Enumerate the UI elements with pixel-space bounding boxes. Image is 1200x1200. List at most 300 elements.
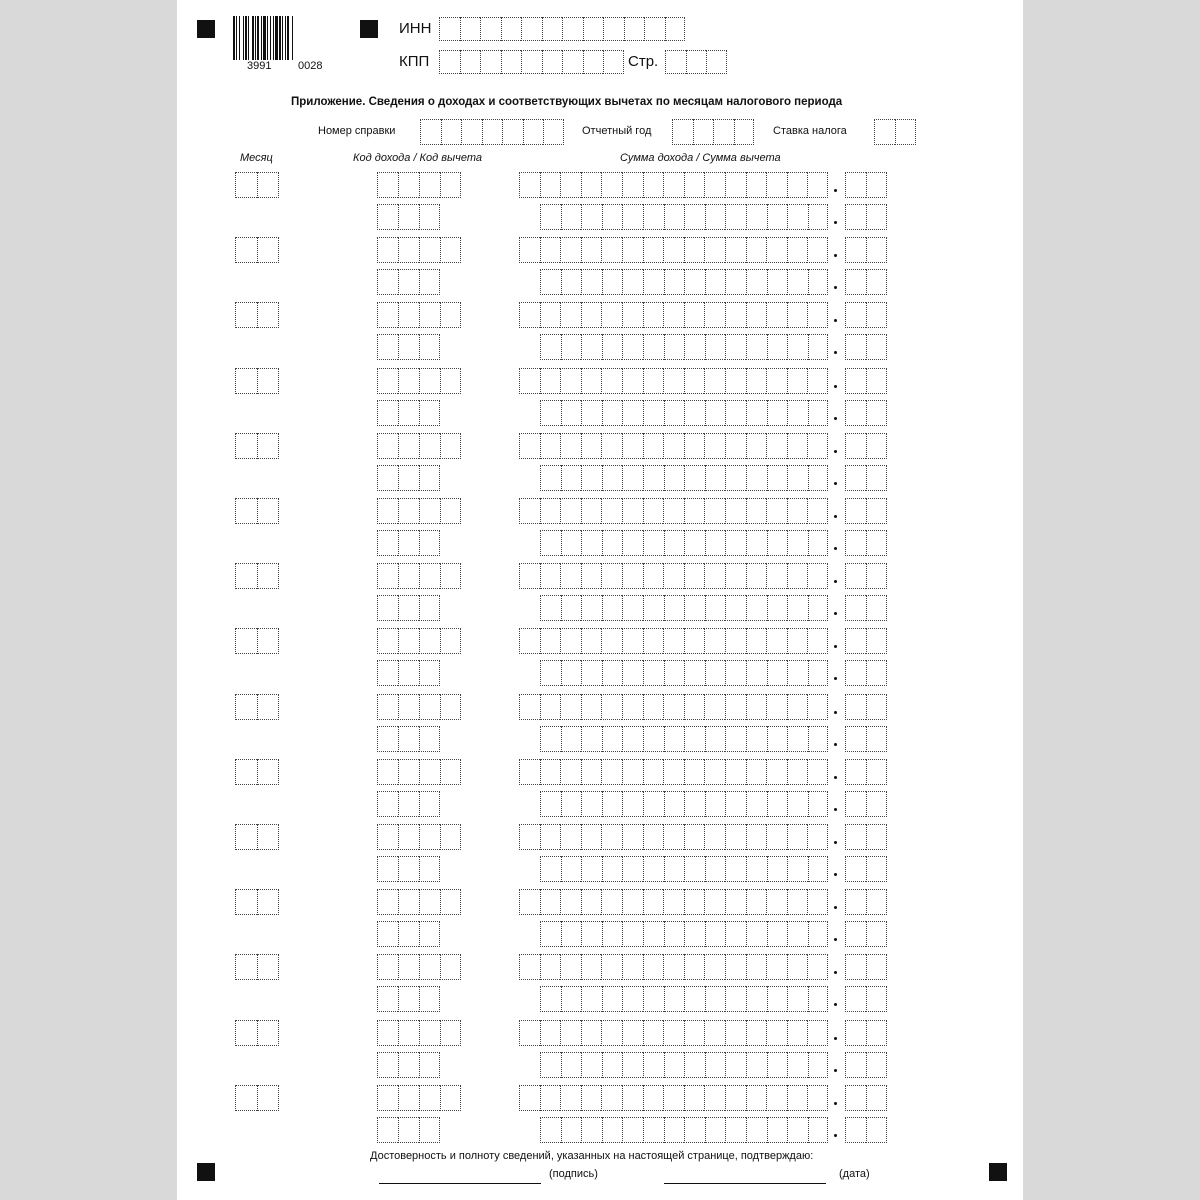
input-cell[interactable] [684,595,705,621]
deduction-sum-field[interactable] [540,856,828,882]
input-cell[interactable] [643,1085,664,1111]
input-cell[interactable] [706,50,727,74]
input-cell[interactable] [746,986,767,1012]
input-cell[interactable] [377,1052,398,1078]
input-cell[interactable] [235,302,257,328]
input-cell[interactable] [419,400,440,426]
input-cell[interactable] [684,1020,705,1046]
input-cell[interactable] [746,334,767,360]
input-cell[interactable] [603,50,624,74]
input-cell[interactable] [398,1052,419,1078]
income-sum-kopecks-field[interactable] [845,1020,887,1046]
input-cell[interactable] [622,791,643,817]
input-cell[interactable] [419,759,440,785]
input-cell[interactable] [440,302,461,328]
input-cell[interactable] [603,17,624,41]
input-cell[interactable] [377,465,398,491]
input-cell[interactable] [581,986,602,1012]
input-cell[interactable] [460,50,481,74]
input-cell[interactable] [540,334,561,360]
input-cell[interactable] [519,563,540,589]
input-cell[interactable] [663,237,684,263]
income-sum-field[interactable] [519,237,828,263]
input-cell[interactable] [704,237,725,263]
signature-line[interactable] [379,1183,541,1184]
input-cell[interactable] [725,889,746,915]
input-cell[interactable] [663,628,684,654]
deduction-sum-field[interactable] [540,334,828,360]
input-cell[interactable] [257,563,279,589]
input-cell[interactable] [581,1117,602,1143]
deduction-sum-kopecks-field[interactable] [845,726,887,752]
input-cell[interactable] [622,368,643,394]
income-sum-field[interactable] [519,759,828,785]
input-cell[interactable] [398,921,419,947]
deduction-sum-kopecks-field[interactable] [845,1117,887,1143]
input-cell[interactable] [866,986,887,1012]
input-cell[interactable] [663,563,684,589]
input-cell[interactable] [643,334,664,360]
input-cell[interactable] [419,1085,440,1111]
input-cell[interactable] [664,726,685,752]
input-cell[interactable] [581,856,602,882]
income-code-field[interactable] [377,302,461,328]
income-sum-kopecks-field[interactable] [845,1085,887,1111]
input-cell[interactable] [807,824,828,850]
input-cell[interactable] [686,50,707,74]
input-cell[interactable] [684,530,705,556]
input-cell[interactable] [398,595,419,621]
input-cell[interactable] [767,1117,788,1143]
input-cell[interactable] [581,334,602,360]
input-cell[interactable] [560,433,581,459]
input-cell[interactable] [501,50,522,74]
income-sum-kopecks-field[interactable] [845,694,887,720]
input-cell[interactable] [684,302,705,328]
input-cell[interactable] [704,824,725,850]
month-field[interactable] [235,237,279,263]
input-cell[interactable] [581,791,602,817]
input-cell[interactable] [766,628,787,654]
input-cell[interactable] [643,1020,664,1046]
input-cell[interactable] [725,269,746,295]
input-cell[interactable] [540,791,561,817]
input-cell[interactable] [440,1020,461,1046]
input-cell[interactable] [622,628,643,654]
input-cell[interactable] [643,465,664,491]
input-cell[interactable] [704,498,725,524]
input-cell[interactable] [787,954,808,980]
input-cell[interactable] [601,498,622,524]
input-cell[interactable] [766,954,787,980]
input-cell[interactable] [787,1085,808,1111]
income-sum-kopecks-field[interactable] [845,433,887,459]
input-cell[interactable] [705,204,726,230]
input-cell[interactable] [746,660,767,686]
input-cell[interactable] [866,302,887,328]
year-field[interactable] [672,119,754,145]
input-cell[interactable] [807,759,828,785]
input-cell[interactable] [581,433,602,459]
input-cell[interactable] [377,628,398,654]
input-cell[interactable] [866,628,887,654]
input-cell[interactable] [581,595,602,621]
input-cell[interactable] [440,1085,461,1111]
input-cell[interactable] [601,563,622,589]
input-cell[interactable] [622,530,643,556]
income-sum-kopecks-field[interactable] [845,563,887,589]
input-cell[interactable] [787,921,808,947]
input-cell[interactable] [440,498,461,524]
input-cell[interactable] [767,791,788,817]
input-cell[interactable] [581,694,602,720]
income-sum-kopecks-field[interactable] [845,498,887,524]
input-cell[interactable] [664,856,685,882]
input-cell[interactable] [866,595,887,621]
input-cell[interactable] [643,856,664,882]
input-cell[interactable] [684,433,705,459]
input-cell[interactable] [746,172,767,198]
input-cell[interactable] [807,954,828,980]
income-sum-kopecks-field[interactable] [845,954,887,980]
input-cell[interactable] [704,1085,725,1111]
input-cell[interactable] [419,433,440,459]
income-sum-field[interactable] [519,498,828,524]
input-cell[interactable] [581,1085,602,1111]
input-cell[interactable] [419,889,440,915]
input-cell[interactable] [643,694,664,720]
input-cell[interactable] [725,563,746,589]
input-cell[interactable] [540,595,561,621]
input-cell[interactable] [725,1052,746,1078]
input-cell[interactable] [766,889,787,915]
input-cell[interactable] [398,237,419,263]
income-sum-kopecks-field[interactable] [845,302,887,328]
input-cell[interactable] [540,1052,561,1078]
input-cell[interactable] [725,302,746,328]
input-cell[interactable] [725,1117,746,1143]
income-sum-field[interactable] [519,368,828,394]
deduction-sum-kopecks-field[interactable] [845,1052,887,1078]
input-cell[interactable] [440,694,461,720]
input-cell[interactable] [540,302,561,328]
input-cell[interactable] [866,694,887,720]
month-field[interactable] [235,628,279,654]
input-cell[interactable] [787,1117,808,1143]
input-cell[interactable] [440,889,461,915]
input-cell[interactable] [581,368,602,394]
input-cell[interactable] [561,334,582,360]
income-code-field[interactable] [377,237,461,263]
input-cell[interactable] [560,1085,581,1111]
input-cell[interactable] [866,498,887,524]
input-cell[interactable] [257,954,279,980]
input-cell[interactable] [746,1085,767,1111]
deduction-sum-field[interactable] [540,465,828,491]
input-cell[interactable] [377,660,398,686]
input-cell[interactable] [257,694,279,720]
input-cell[interactable] [845,172,866,198]
input-cell[interactable] [398,1117,419,1143]
deduction-code-field[interactable] [377,334,440,360]
input-cell[interactable] [519,498,540,524]
input-cell[interactable] [672,119,693,145]
input-cell[interactable] [377,334,398,360]
deduction-sum-field[interactable] [540,204,828,230]
input-cell[interactable] [808,269,829,295]
input-cell[interactable] [398,889,419,915]
input-cell[interactable] [725,759,746,785]
input-cell[interactable] [560,628,581,654]
input-cell[interactable] [622,954,643,980]
input-cell[interactable] [235,824,257,850]
deduction-code-field[interactable] [377,921,440,947]
input-cell[interactable] [808,660,829,686]
input-cell[interactable] [540,986,561,1012]
deduction-sum-field[interactable] [540,1052,828,1078]
input-cell[interactable] [419,1117,440,1143]
input-cell[interactable] [398,824,419,850]
month-field[interactable] [235,1085,279,1111]
input-cell[interactable] [746,530,767,556]
input-cell[interactable] [845,368,866,394]
input-cell[interactable] [746,400,767,426]
input-cell[interactable] [808,921,829,947]
input-cell[interactable] [502,119,523,145]
input-cell[interactable] [419,302,440,328]
input-cell[interactable] [419,660,440,686]
input-cell[interactable] [807,563,828,589]
deduction-sum-kopecks-field[interactable] [845,921,887,947]
input-cell[interactable] [746,694,767,720]
input-cell[interactable] [540,368,561,394]
deduction-code-field[interactable] [377,400,440,426]
input-cell[interactable] [419,921,440,947]
input-cell[interactable] [845,1052,866,1078]
input-cell[interactable] [808,856,829,882]
input-cell[interactable] [767,986,788,1012]
input-cell[interactable] [540,563,561,589]
deduction-sum-field[interactable] [540,530,828,556]
deduction-sum-kopecks-field[interactable] [845,530,887,556]
input-cell[interactable] [807,889,828,915]
input-cell[interactable] [377,563,398,589]
input-cell[interactable] [377,1085,398,1111]
income-sum-field[interactable] [519,563,828,589]
date-line[interactable] [664,1183,826,1184]
input-cell[interactable] [663,172,684,198]
tax-rate-field[interactable] [874,119,916,145]
input-cell[interactable] [664,660,685,686]
input-cell[interactable] [377,726,398,752]
input-cell[interactable] [540,1085,561,1111]
input-cell[interactable] [622,433,643,459]
input-cell[interactable] [419,628,440,654]
deduction-sum-field[interactable] [540,269,828,295]
input-cell[interactable] [521,50,542,74]
income-code-field[interactable] [377,628,461,654]
input-cell[interactable] [746,856,767,882]
input-cell[interactable] [845,628,866,654]
input-cell[interactable] [440,237,461,263]
input-cell[interactable] [787,660,808,686]
input-cell[interactable] [725,1085,746,1111]
deduction-sum-field[interactable] [540,921,828,947]
input-cell[interactable] [540,269,561,295]
input-cell[interactable] [419,465,440,491]
input-cell[interactable] [521,17,542,41]
input-cell[interactable] [664,269,685,295]
input-cell[interactable] [622,465,643,491]
input-cell[interactable] [787,628,808,654]
input-cell[interactable] [725,204,746,230]
input-cell[interactable] [807,172,828,198]
input-cell[interactable] [705,400,726,426]
input-cell[interactable] [581,498,602,524]
input-cell[interactable] [398,368,419,394]
input-cell[interactable] [643,433,664,459]
input-cell[interactable] [622,172,643,198]
input-cell[interactable] [519,1085,540,1111]
input-cell[interactable] [808,204,829,230]
page-number-field[interactable] [665,50,727,74]
input-cell[interactable] [235,1085,257,1111]
input-cell[interactable] [704,302,725,328]
input-cell[interactable] [540,759,561,785]
input-cell[interactable] [540,530,561,556]
input-cell[interactable] [601,1085,622,1111]
input-cell[interactable] [845,856,866,882]
input-cell[interactable] [787,465,808,491]
input-cell[interactable] [540,433,561,459]
input-cell[interactable] [866,856,887,882]
input-cell[interactable] [808,400,829,426]
input-cell[interactable] [787,368,808,394]
input-cell[interactable] [787,595,808,621]
input-cell[interactable] [235,237,257,263]
input-cell[interactable] [377,172,398,198]
input-cell[interactable] [235,759,257,785]
input-cell[interactable] [602,660,623,686]
input-cell[interactable] [581,237,602,263]
input-cell[interactable] [419,204,440,230]
input-cell[interactable] [866,530,887,556]
input-cell[interactable] [767,595,788,621]
input-cell[interactable] [845,954,866,980]
input-cell[interactable] [398,269,419,295]
input-cell[interactable] [540,694,561,720]
input-cell[interactable] [622,237,643,263]
input-cell[interactable] [398,1020,419,1046]
input-cell[interactable] [561,856,582,882]
input-cell[interactable] [704,954,725,980]
input-cell[interactable] [684,334,705,360]
input-cell[interactable] [377,400,398,426]
input-cell[interactable] [746,563,767,589]
input-cell[interactable] [622,856,643,882]
input-cell[interactable] [845,759,866,785]
input-cell[interactable] [235,1020,257,1046]
input-cell[interactable] [787,302,808,328]
deduction-sum-kopecks-field[interactable] [845,595,887,621]
input-cell[interactable] [377,237,398,263]
input-cell[interactable] [704,433,725,459]
input-cell[interactable] [845,433,866,459]
input-cell[interactable] [725,465,746,491]
income-sum-field[interactable] [519,433,828,459]
input-cell[interactable] [664,204,685,230]
input-cell[interactable] [787,856,808,882]
input-cell[interactable] [787,759,808,785]
input-cell[interactable] [398,856,419,882]
input-cell[interactable] [746,204,767,230]
input-cell[interactable] [866,759,887,785]
input-cell[interactable] [581,921,602,947]
deduction-code-field[interactable] [377,1052,440,1078]
input-cell[interactable] [602,595,623,621]
input-cell[interactable] [643,498,664,524]
input-cell[interactable] [622,302,643,328]
kpp-field[interactable] [439,50,624,74]
input-cell[interactable] [540,856,561,882]
input-cell[interactable] [664,595,685,621]
input-cell[interactable] [866,368,887,394]
input-cell[interactable] [808,1052,829,1078]
input-cell[interactable] [767,921,788,947]
input-cell[interactable] [746,1020,767,1046]
input-cell[interactable] [866,465,887,491]
deduction-sum-kopecks-field[interactable] [845,791,887,817]
input-cell[interactable] [398,400,419,426]
input-cell[interactable] [377,921,398,947]
input-cell[interactable] [398,172,419,198]
input-cell[interactable] [845,530,866,556]
input-cell[interactable] [602,1052,623,1078]
input-cell[interactable] [602,530,623,556]
input-cell[interactable] [705,530,726,556]
input-cell[interactable] [561,1117,582,1143]
input-cell[interactable] [560,368,581,394]
input-cell[interactable] [725,368,746,394]
input-cell[interactable] [746,726,767,752]
input-cell[interactable] [622,498,643,524]
input-cell[interactable] [235,889,257,915]
input-cell[interactable] [622,563,643,589]
input-cell[interactable] [664,791,685,817]
input-cell[interactable] [767,660,788,686]
input-cell[interactable] [866,824,887,850]
input-cell[interactable] [787,172,808,198]
input-cell[interactable] [519,954,540,980]
income-code-field[interactable] [377,1020,461,1046]
input-cell[interactable] [398,986,419,1012]
input-cell[interactable] [746,628,767,654]
input-cell[interactable] [725,433,746,459]
input-cell[interactable] [440,824,461,850]
input-cell[interactable] [398,433,419,459]
input-cell[interactable] [866,204,887,230]
input-cell[interactable] [419,172,440,198]
income-code-field[interactable] [377,563,461,589]
input-cell[interactable] [622,1117,643,1143]
input-cell[interactable] [377,856,398,882]
input-cell[interactable] [665,17,686,41]
input-cell[interactable] [766,237,787,263]
input-cell[interactable] [725,921,746,947]
input-cell[interactable] [787,334,808,360]
input-cell[interactable] [622,660,643,686]
input-cell[interactable] [725,986,746,1012]
